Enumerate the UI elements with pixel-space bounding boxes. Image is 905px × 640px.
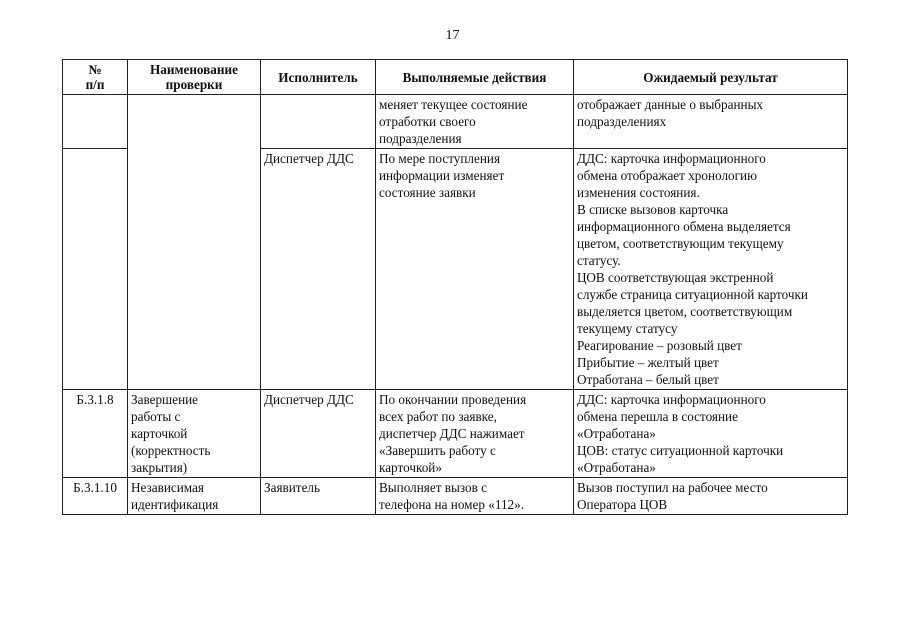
text-line: По окончании проведения [379, 392, 527, 407]
text-line: «Отработана» [577, 426, 656, 441]
text-line: Исполнитель [278, 69, 358, 85]
cell-check-name [128, 478, 261, 515]
cell-actions [376, 149, 574, 390]
text-line: службе страница ситуационной карточки [577, 287, 808, 302]
table-row [63, 95, 848, 149]
text-line: проверки [165, 77, 223, 92]
text-line: отработки своего [379, 114, 476, 129]
text-line: № [88, 62, 102, 77]
text-line: «Отработана» [577, 460, 656, 475]
header-num [63, 60, 128, 95]
text-line: информационного обмена выделяется [577, 219, 791, 234]
text-line: идентификация [131, 497, 219, 512]
cell-expected-result [574, 390, 848, 478]
header-expected-result [574, 60, 848, 95]
text-line: подразделения [379, 131, 462, 146]
cell-num [63, 478, 128, 515]
text-line: Реагирование – розовый цвет [577, 338, 742, 353]
cell-expected-result [574, 95, 848, 149]
text-line: обмена отображает хронологию [577, 168, 757, 183]
page-number: 17 [445, 28, 460, 43]
header-check-name [128, 60, 261, 95]
cell-expected-result [574, 149, 848, 390]
text-line: ДДС: карточка информационного [577, 151, 766, 166]
text-line: цветом, соответствующим текущему [577, 236, 784, 251]
cell-actions [376, 95, 574, 149]
text-line: Отработана – белый цвет [577, 372, 719, 387]
cell-num [63, 149, 128, 390]
text-line: ЦОВ соответствующая экстренной [577, 270, 774, 285]
text-line: Вызов поступил на рабочее место [577, 480, 768, 495]
text-line: ЦОВ: статус ситуационной карточки [577, 443, 784, 458]
text-line: телефона на номер «112». [379, 497, 525, 512]
text-line: Б.3.1.10 [73, 480, 117, 495]
cell-executor [261, 478, 376, 515]
table-header-row [63, 60, 848, 95]
text-line: Ожидаемый результат [643, 69, 778, 85]
text-line: п/п [85, 77, 105, 92]
cell-num [63, 390, 128, 478]
cell-check-name [128, 390, 261, 478]
text-line: меняет текущее состояние [379, 97, 528, 112]
cell-executor [261, 149, 376, 390]
text-line: состояние заявки [379, 185, 476, 200]
text-line: обмена перешла в состояние [577, 409, 738, 424]
text-line: карточкой [131, 426, 188, 441]
text-line: ДДС: карточка информационного [577, 392, 766, 407]
text-line: закрытия) [131, 460, 188, 475]
text-line: (корректность [131, 443, 211, 458]
cell-expected-result [574, 478, 848, 515]
text-line: Диспетчер ДДС [264, 392, 354, 407]
text-line: Выполняет вызов с [379, 480, 487, 495]
cell-executor [261, 390, 376, 478]
text-line: информации изменяет [379, 168, 505, 183]
text-line: всех работ по заявке, [379, 409, 497, 424]
text-line: Выполняемые действия [402, 69, 547, 85]
cell-num [63, 95, 128, 149]
text-line: Независимая [131, 480, 204, 495]
text-line: подразделениях [577, 114, 667, 129]
text-line: выделяется цветом, соответствующим [577, 304, 793, 319]
text-line: текущему статусу [577, 321, 678, 336]
text-line: Б.3.1.8 [76, 392, 114, 407]
text-line: диспетчер ДДС нажимает [379, 426, 525, 441]
text-line: По мере поступления [379, 151, 501, 166]
text-line: изменения состояния. [577, 185, 700, 200]
header-actions [376, 60, 574, 95]
test-procedure-table [62, 59, 848, 515]
table-row [63, 390, 848, 478]
header-executor [261, 60, 376, 95]
text-line: карточкой» [379, 460, 442, 475]
text-line: Наименование [150, 62, 238, 77]
cell-actions [376, 390, 574, 478]
cell-executor [261, 95, 376, 149]
cell-actions [376, 478, 574, 515]
text-line: Диспетчер ДДС [264, 151, 354, 166]
cell-check-name [128, 95, 261, 390]
text-line: В списке вызовов карточка [577, 202, 729, 217]
text-line: «Завершить работу с [379, 443, 496, 458]
text-line: работы с [131, 409, 181, 424]
text-line: отображает данные о выбранных [577, 97, 764, 112]
text-line: статусу. [577, 253, 621, 268]
text-line: Оператора ЦОВ [577, 497, 668, 512]
text-line: Заявитель [264, 480, 321, 495]
text-line: Завершение [131, 392, 199, 407]
text-line: Прибытие – желтый цвет [577, 355, 719, 370]
table-row [63, 478, 848, 515]
